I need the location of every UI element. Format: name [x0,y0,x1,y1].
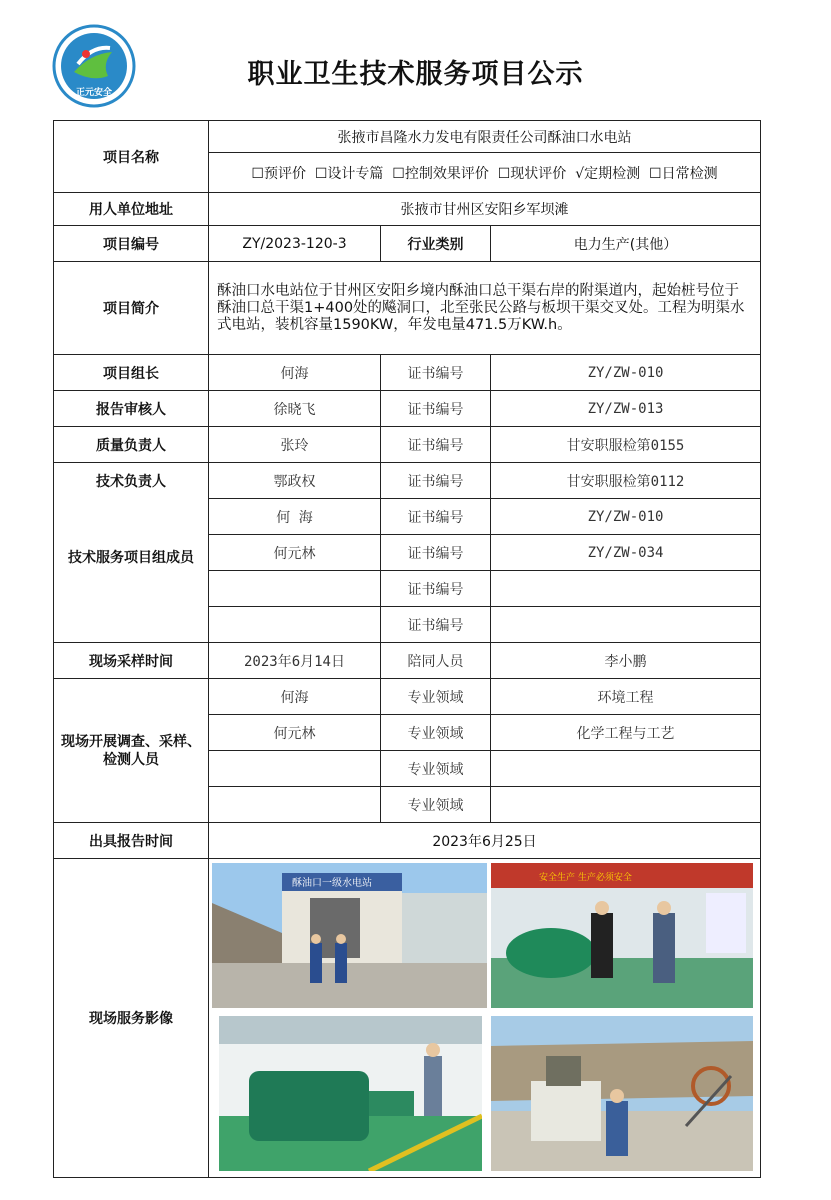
station-sign-text: 酥油口一级水电站 [292,878,372,889]
sampling-date: 2023年6月14日 [209,643,381,679]
logo-text: 正元安全 [75,88,113,98]
members-label: 技术服务项目组成员 [54,499,209,643]
cert-label: 证书编号 [381,499,491,535]
cert-number: ZY/ZW-010 [491,355,761,391]
field-value: 环境工程 [491,679,761,715]
page-title: 职业卫生技术服务项目公示 [247,59,584,90]
industry-label: 行业类别 [381,226,491,262]
cert-label: 证书编号 [381,535,491,571]
industry-value: 电力生产(其他） [491,226,761,262]
staff-name: 何海 [209,355,381,391]
sampling-label: 现场采样时间 [54,643,209,679]
report-date-label: 出具报告时间 [54,823,209,859]
site-photo-station [212,863,487,1008]
field-staff-name [209,751,381,787]
staff-name: 徐晓飞 [209,391,381,427]
cert-label: 证书编号 [381,427,491,463]
staff-row [54,463,761,499]
member-name: 何元林 [209,535,381,571]
staff-name: 张玲 [209,427,381,463]
project-number-label: 项目编号 [54,226,209,262]
staff-role: 质量负责人 [54,427,209,463]
address-value: 张掖市甘州区安阳乡军坝滩 [209,193,761,226]
cert-number: ZY/ZW-010 [491,499,761,535]
cert-label: 证书编号 [381,391,491,427]
staff-row [54,391,761,427]
project-name: 张掖市昌隆水力发电有限责任公司酥油口水电站 [209,121,761,153]
field-value [491,751,761,787]
intro-label: 项目简介 [54,262,209,355]
project-type-options: ☐预评价 ☐设计专篇 ☐控制效果评价 ☐现状评价 √定期检测 ☐日常检测 [209,153,761,193]
staff-role: 技术负责人 [54,463,209,499]
member-name [209,571,381,607]
cert-number: ZY/ZW-034 [491,535,761,571]
member-name: 何 海 [209,499,381,535]
report-date: 2023年6月25日 [209,823,761,859]
field-label: 专业领域 [381,751,491,787]
field-staff-label: 现场开展调查、采样、检测人员 [54,679,209,823]
field-label: 专业领域 [381,679,491,715]
field-label: 专业领域 [381,787,491,823]
cert-number [491,571,761,607]
cert-number: ZY/ZW-013 [491,391,761,427]
project-name-label: 项目名称 [54,121,209,193]
field-staff-name [209,787,381,823]
cert-number [491,607,761,643]
field-staff-name: 何元林 [209,715,381,751]
intro-text: 酥油口水电站位于甘州区安阳乡境内酥油口总干渠右岸的附渠道内，起始桩号位于酥油口总干渠1+400处的飚洞口，北至张民公路与板坝干渠交叉处。工程为明渠水式电站，装机容量1590KW，年发电量471.5万KW.h。 [209,262,761,355]
address-label: 用人单位地址 [54,193,209,226]
photos-label: 现场服务影像 [54,859,209,1178]
field-value: 化学工程与工艺 [491,715,761,751]
cert-number: 甘安职服检第0112 [491,463,761,499]
safety-banner-text: 安全生产 生产必须安全 [539,873,632,883]
site-photo-hall [491,863,753,1008]
disclosure-table [53,120,761,1178]
member-name [209,607,381,643]
field-staff-name: 何海 [209,679,381,715]
site-photo-generator [219,1016,482,1171]
project-number: ZY/2023-120-3 [209,226,381,262]
cert-label: 证书编号 [381,355,491,391]
cert-label: 证书编号 [381,607,491,643]
companion-label: 陪同人员 [381,643,491,679]
site-photo-transformer [491,1016,753,1171]
member-row [54,499,761,535]
field-value [491,787,761,823]
staff-name: 鄂政权 [209,463,381,499]
companion-name: 李小鹏 [491,643,761,679]
cert-label: 证书编号 [381,571,491,607]
field-label: 专业领域 [381,715,491,751]
cert-number: 甘安职服检第0155 [491,427,761,463]
staff-role: 报告审核人 [54,391,209,427]
field-staff-row [54,679,761,715]
staff-role: 项目组长 [54,355,209,391]
staff-row [54,427,761,463]
staff-row [54,355,761,391]
cert-label: 证书编号 [381,463,491,499]
